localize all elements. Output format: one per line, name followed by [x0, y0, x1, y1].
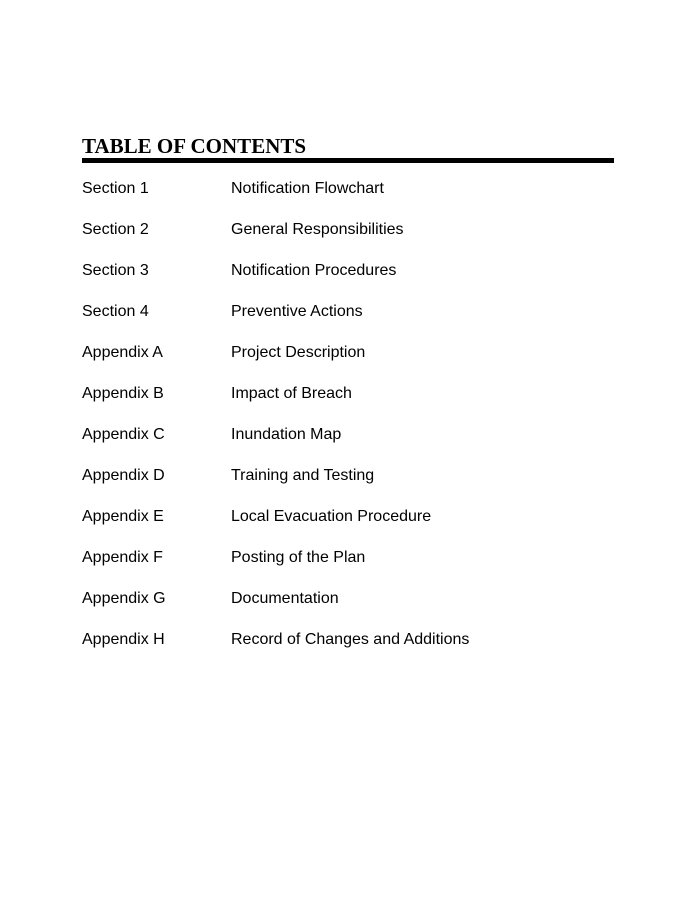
toc-entry-title: Record of Changes and Additions — [231, 631, 470, 648]
toc-entry-title: Local Evacuation Procedure — [231, 508, 432, 525]
toc-entry-title: Inundation Map — [231, 426, 342, 443]
toc-entry-title: Project Description — [231, 344, 366, 361]
toc-entry-section-1 — [82, 179, 469, 220]
toc-entry-title: Notification Flowchart — [231, 180, 384, 197]
toc-entry-title: Impact of Breach — [231, 385, 352, 402]
toc-entry-label: Appendix B — [82, 385, 164, 402]
toc-entry-appendix-c — [82, 425, 469, 466]
toc-entry-title: Preventive Actions — [231, 303, 363, 320]
toc-entry-section-3 — [82, 261, 469, 302]
toc-entry-label: Appendix C — [82, 426, 165, 443]
toc-entry-label: Appendix E — [82, 508, 164, 525]
toc-list — [82, 179, 469, 671]
toc-entry-appendix-a — [82, 343, 469, 384]
toc-entry-label: Section 1 — [82, 180, 149, 197]
toc-entry-appendix-g — [82, 589, 469, 630]
toc-entry-label: Section 3 — [82, 262, 149, 279]
toc-entry-label: Appendix A — [82, 344, 163, 361]
toc-entry-title: Documentation — [231, 590, 339, 607]
heading-rule-divider — [82, 158, 614, 163]
toc-entry-title: Notification Procedures — [231, 262, 397, 279]
toc-entry-appendix-h — [82, 630, 469, 671]
toc-entry-section-4 — [82, 302, 469, 343]
toc-entry-appendix-f — [82, 548, 469, 589]
toc-entry-label: Appendix H — [82, 631, 165, 648]
toc-entry-title: Posting of the Plan — [231, 549, 366, 566]
toc-entry-label: Appendix F — [82, 549, 163, 566]
toc-entry-appendix-e — [82, 507, 469, 548]
toc-entry-appendix-b — [82, 384, 469, 425]
toc-entry-title: General Responsibilities — [231, 221, 404, 238]
toc-entry-section-2 — [82, 220, 469, 261]
toc-entry-title: Training and Testing — [231, 467, 375, 484]
toc-entry-label: Section 2 — [82, 221, 149, 238]
toc-entry-label: Appendix D — [82, 467, 165, 484]
toc-entry-label: Appendix G — [82, 590, 166, 607]
toc-heading: TABLE OF CONTENTS — [82, 134, 307, 158]
toc-entry-appendix-d — [82, 466, 469, 507]
toc-entry-label: Section 4 — [82, 303, 149, 320]
